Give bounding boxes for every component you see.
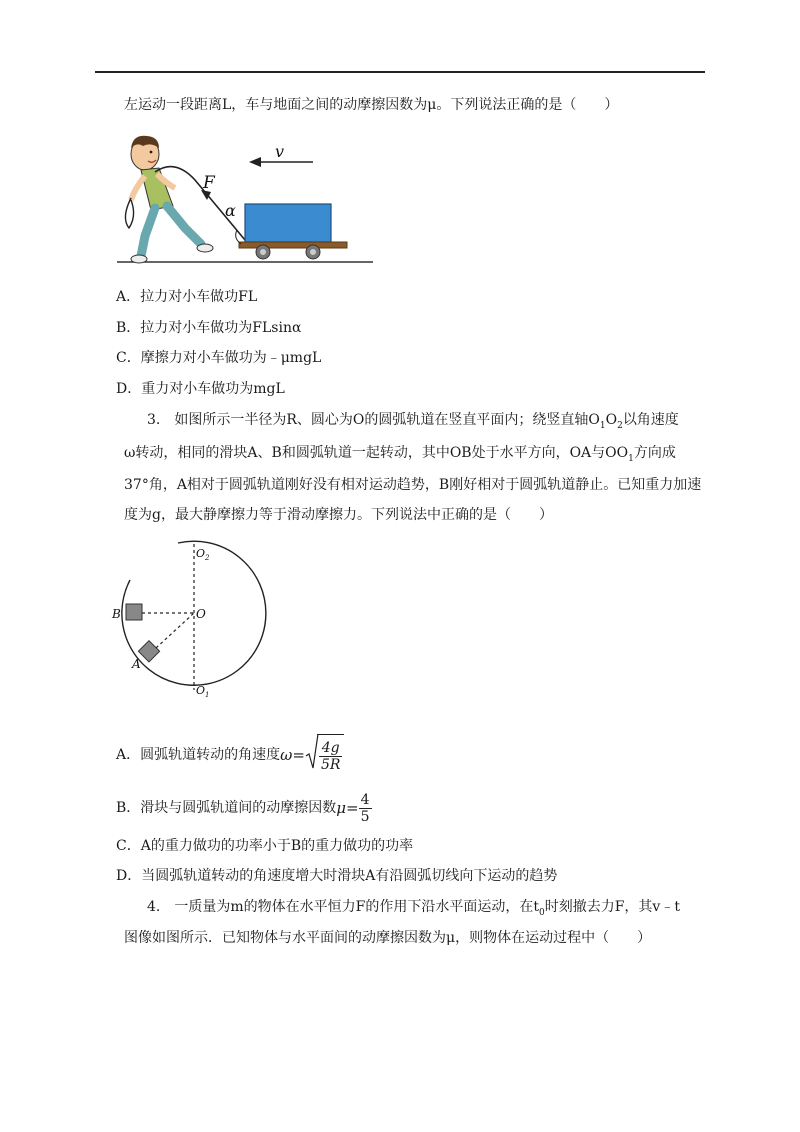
label-alpha: α (225, 201, 236, 220)
label-v: v (275, 142, 285, 161)
q4-line-2: 图像如图所示．已知物体与水平面间的动摩擦因数为μ，则物体在运动过程中（ ） (124, 930, 652, 946)
label-b: B (112, 607, 121, 621)
label-o2: $O_2$ (196, 547, 210, 562)
q2-stem: 左运动一段距离L，车与地面之间的动摩擦因数为μ。下列说法正确的是（ ） (124, 97, 619, 113)
label-a: A (132, 657, 141, 671)
cart-base (239, 242, 347, 248)
q2-figure (115, 128, 380, 268)
q3-option-c: C．A的重力做功的功率小于B的重力做功的功率 (116, 838, 414, 854)
q3-line-3: 37°角，A相对于圆弧轨道刚好没有相对运动趋势，B刚好相对于圆弧轨道静止。已知重力加速 (124, 477, 702, 493)
header-rule (95, 71, 705, 73)
q3-line-1: 3. 如图所示一半径为R、圆心为O的圆弧轨道在竖直平面内；绕竖直轴$O_1O_2$以角速度 (147, 412, 679, 431)
q3-option-a: A．圆弧轨道转动的角速度ω= $\frac{4g}{5R}$ (116, 734, 344, 774)
q3-option-b: B．滑块与圆弧轨道间的动摩擦因数μ= $\frac{4}{5}$ (116, 791, 370, 825)
q4-line-1: 4. 一质量为m的物体在水平恒力F的作用下沿水平面运动，在$t_0$时刻撤去力F，其v﹣t (147, 899, 680, 918)
q2-option-a: A．拉力对小车做功FL (116, 289, 258, 305)
sqrt-expression: $\frac{4g}{5R}$ (305, 734, 344, 776)
block-a (138, 641, 159, 662)
q2-option-d: D．重力对小车做功为mgL (116, 381, 285, 397)
block-b (126, 604, 142, 620)
q2-option-b: B．拉力对小车做功为FLsinα (116, 320, 302, 336)
q3-figure (108, 540, 273, 705)
person-illustration (125, 136, 213, 263)
mu-symbol: μ (336, 799, 347, 817)
cart-box (245, 204, 331, 242)
omega-symbol: ω (280, 746, 293, 764)
q3-line-4: 度为g，最大静摩擦力等于滑动摩擦力。下列说法中正确的是（ ） (124, 507, 553, 523)
label-F: F (203, 173, 215, 193)
q2-option-c: C．摩擦力对小车做功为﹣μmgL (116, 350, 322, 366)
label-o: O (196, 607, 206, 621)
q3-line-2: ω转动，相同的滑块A、B和圆弧轨道一起转动，其中OB处于水平方向，OA与$OO_1$方向成 (124, 445, 676, 464)
q3-option-d: D．当圆弧轨道转动的角速度增大时滑块A有沿圆弧切线向下运动的趋势 (116, 868, 558, 884)
label-o1: $O_1$ (196, 684, 210, 699)
